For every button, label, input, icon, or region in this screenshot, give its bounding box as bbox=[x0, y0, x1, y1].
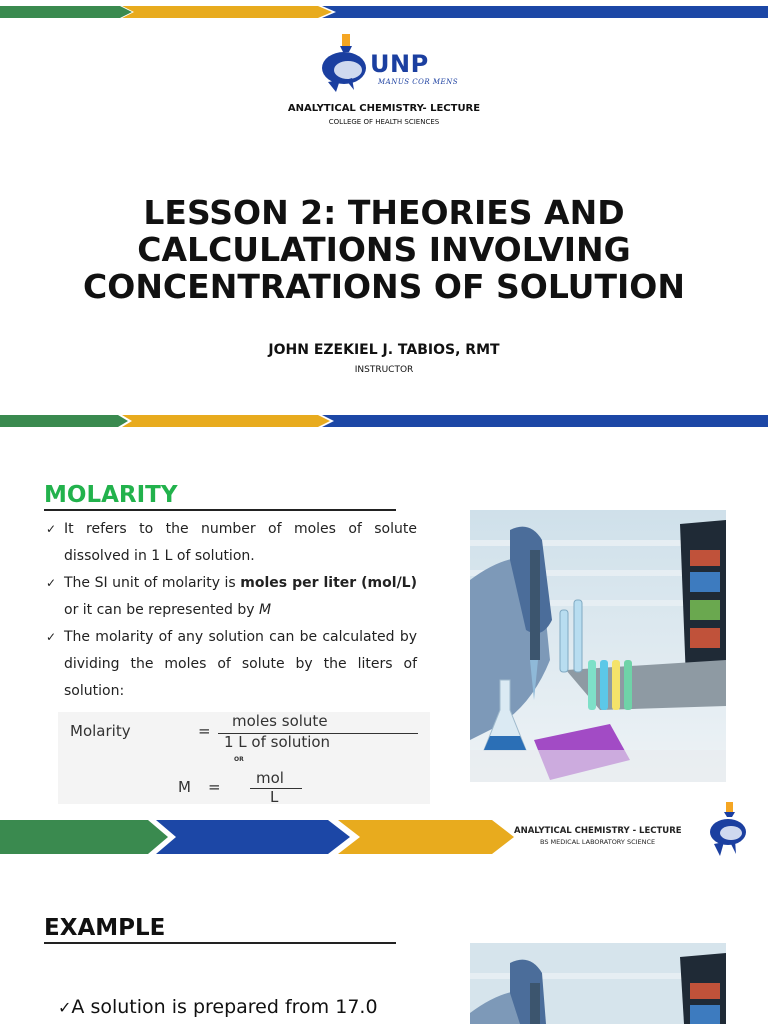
footer-color-band bbox=[0, 818, 768, 856]
lab-photo bbox=[470, 943, 726, 1024]
lesson-title bbox=[0, 194, 768, 305]
bullet-text: The molarity of any solution can be calculated by dividing the moles of solute by the liters of solution: bbox=[64, 629, 417, 699]
formula-denominator2: L bbox=[270, 788, 279, 806]
divider-color-band bbox=[0, 414, 768, 428]
list-item bbox=[44, 570, 417, 624]
check-icon: ✓ bbox=[46, 630, 57, 644]
check-icon: ✓ bbox=[58, 998, 72, 1017]
top-color-band bbox=[0, 5, 768, 19]
example-heading: EXAMPLE bbox=[44, 915, 166, 941]
formula-lhs2: M bbox=[178, 778, 191, 796]
lesson-title-line: LESSON 2: THEORIES AND bbox=[143, 193, 625, 232]
college-name: COLLEGE OF HEALTH SCIENCES bbox=[328, 118, 440, 126]
formula-lhs: Molarity bbox=[70, 722, 131, 740]
molarity-heading: MOLARITY bbox=[44, 482, 178, 508]
lesson-title-line: CALCULATIONS INVOLVING bbox=[137, 230, 631, 269]
bullet-bold-text: moles per liter (mol/L) bbox=[240, 575, 417, 591]
unp-logo bbox=[318, 30, 459, 96]
course-title: ANALYTICAL CHEMISTRY- LECTURE bbox=[287, 103, 481, 114]
formula-numerator: moles solute bbox=[232, 712, 328, 730]
bullet-text: It refers to the number of moles of solute dissolved in 1 L of solution. bbox=[64, 521, 417, 564]
bullet-text: The SI unit of molarity is bbox=[64, 575, 241, 591]
formula-denominator: 1 L of solution bbox=[224, 733, 331, 751]
instructor-role: INSTRUCTOR bbox=[354, 365, 414, 375]
formula-numerator2: mol bbox=[256, 769, 284, 787]
check-icon: ✓ bbox=[46, 522, 57, 536]
heading-underline bbox=[44, 942, 396, 944]
footer-program: BS MEDICAL LABORATORY SCIENCE bbox=[540, 838, 656, 846]
footer-logo bbox=[706, 800, 752, 860]
example-sentence: A solution is prepared from 17.0 bbox=[71, 996, 378, 1018]
logo-name: UNP bbox=[370, 50, 429, 78]
lab-photo bbox=[470, 510, 726, 782]
molarity-formula bbox=[58, 712, 430, 804]
example-text bbox=[58, 996, 378, 1018]
lesson-title-line: CONCENTRATIONS OF SOLUTION bbox=[83, 267, 685, 306]
formula-or: OR bbox=[234, 756, 244, 763]
check-icon: ✓ bbox=[46, 576, 57, 590]
list-item bbox=[44, 624, 417, 705]
heading-underline bbox=[44, 509, 396, 511]
bullet-text: or it can be represented by bbox=[64, 602, 260, 618]
logo-motto: MANUS COR MENS bbox=[378, 78, 459, 86]
molarity-bullet-list bbox=[44, 516, 417, 705]
bullet-italic-text: M bbox=[259, 602, 272, 618]
formula-equals: = bbox=[198, 722, 211, 740]
footer-course: ANALYTICAL CHEMISTRY - LECTURE bbox=[514, 826, 682, 836]
formula-equals2: = bbox=[208, 778, 221, 796]
instructor-name: JOHN EZEKIEL J. TABIOS, RMT bbox=[268, 342, 500, 358]
list-item bbox=[44, 516, 417, 570]
